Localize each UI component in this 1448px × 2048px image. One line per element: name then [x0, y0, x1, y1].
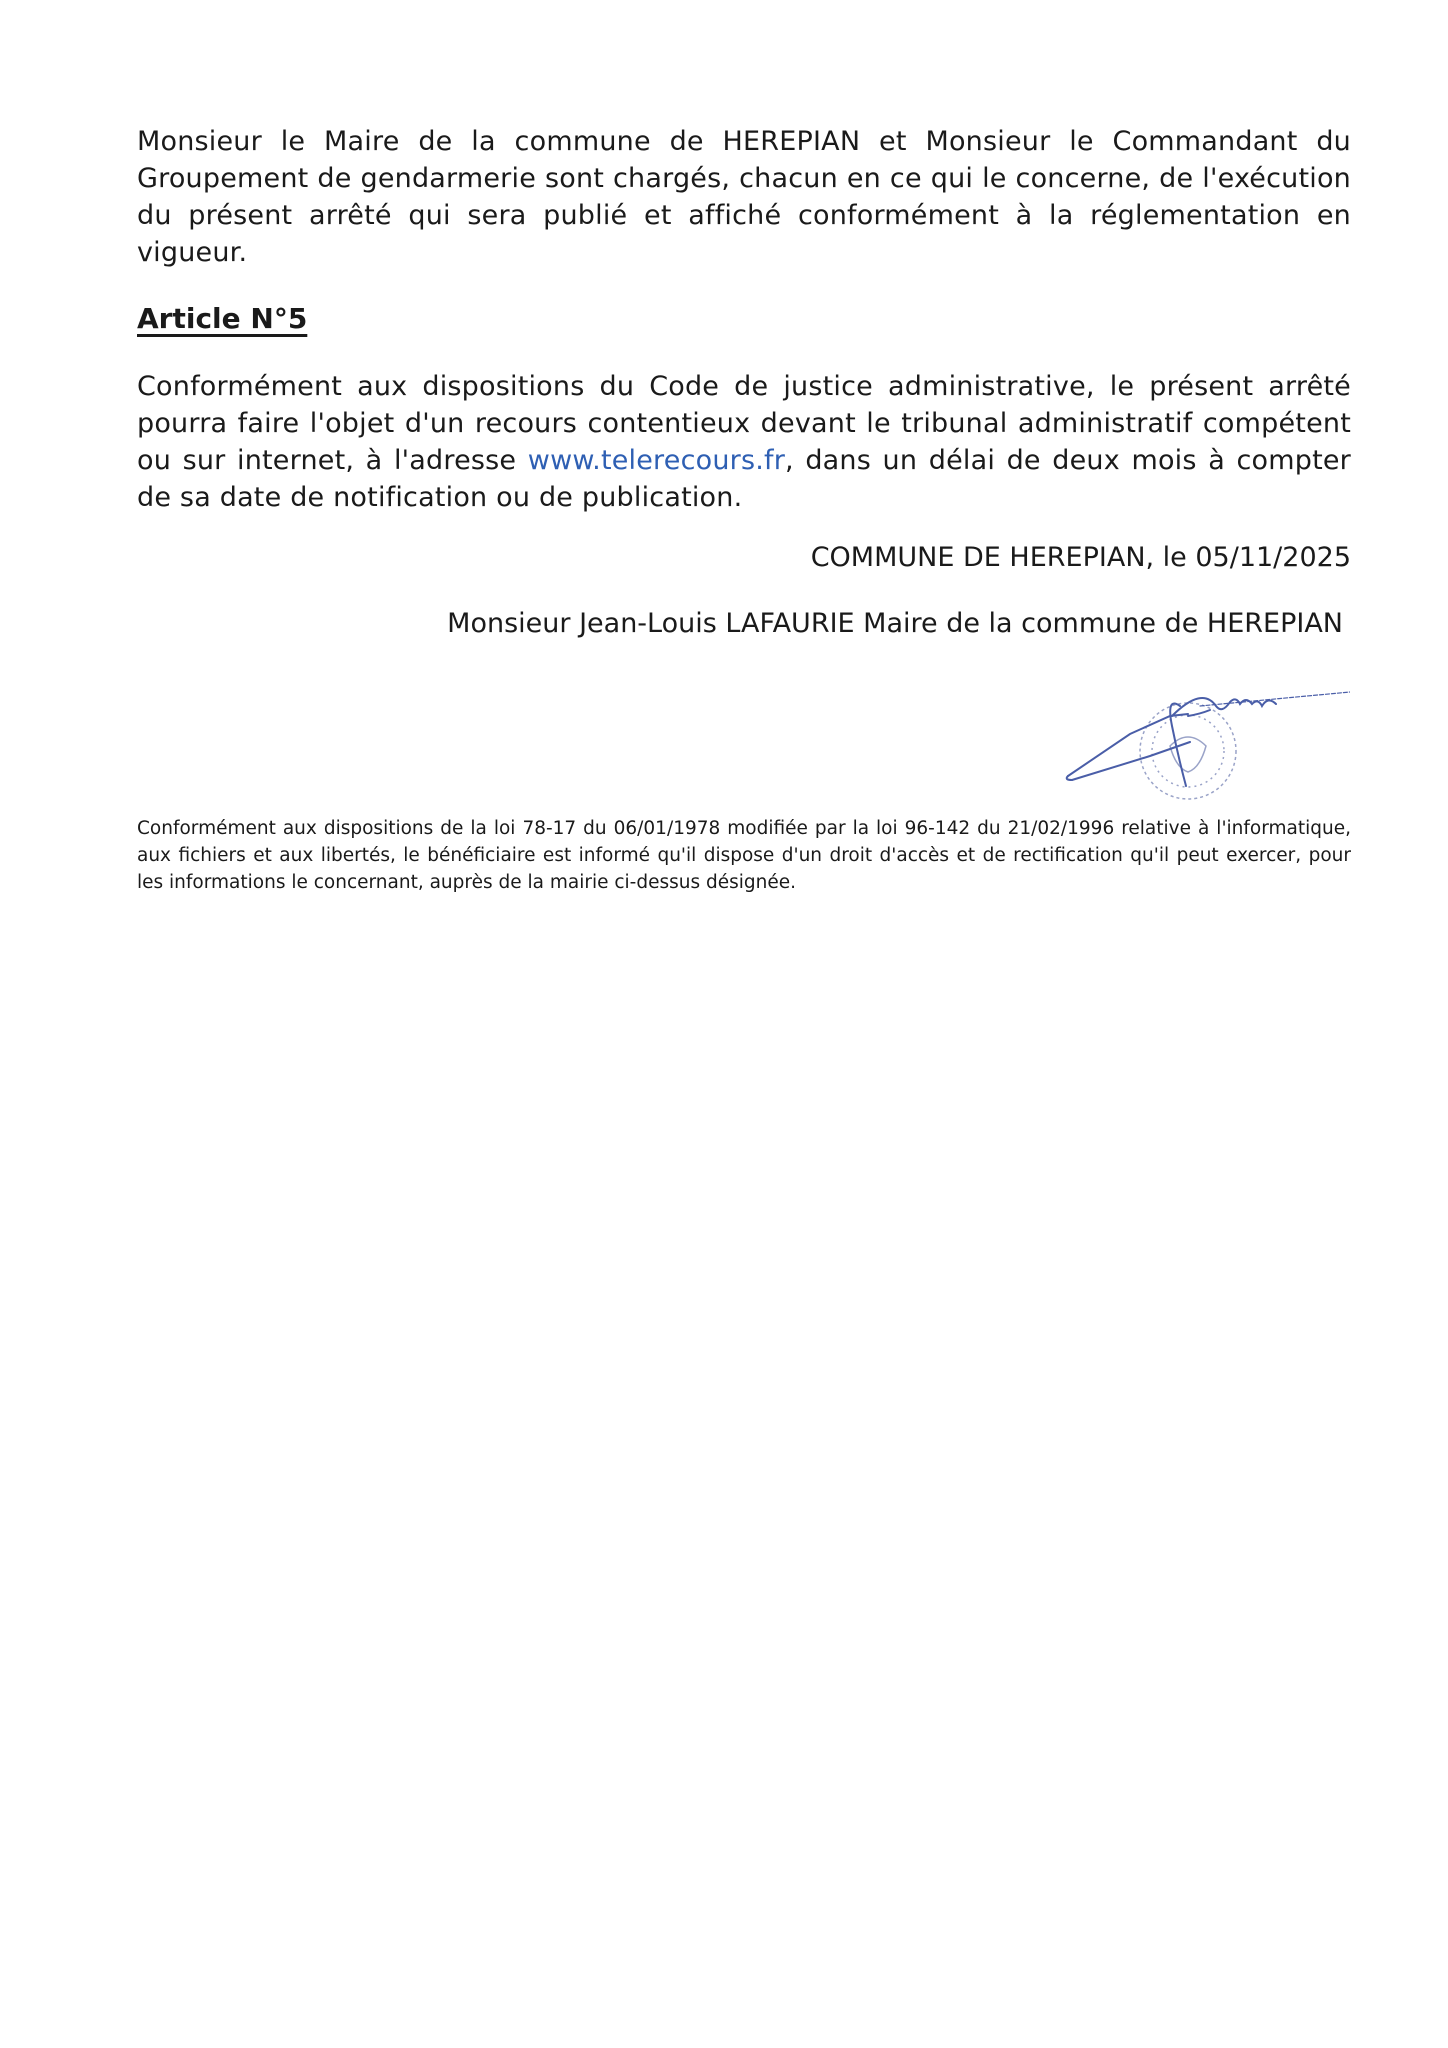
date-line: COMMUNE DE HEREPIAN, le 05/11/2025	[810, 542, 1351, 573]
execution-paragraph: Monsieur le Maire de la commune de HEREPIAN et Monsieur le Commandant du Groupement de gendarmerie sont chargés, chacun en ce qui le concerne, de l'exécution du présent arrêté qui sera publié et affiché conformément à la réglementation en vigueur.	[137, 126, 1351, 268]
official-stamp-icon	[1140, 703, 1236, 799]
mayor-signature-icon	[1060, 676, 1350, 806]
article-title: Article N°5	[137, 302, 308, 335]
recours-text-after-link: , dans un délai de deux mois à compter de sa date de notification ou de publication.	[137, 445, 1351, 513]
telerecours-link[interactable]: www.telerecours.fr	[527, 445, 786, 476]
recours-paragraph	[137, 368, 1351, 516]
data-protection-footer: Conformément aux dispositions de la loi 78-17 du 06/01/1978 modifiée par la loi 96-142 du 21/02/1996 relative à l'informatique, aux fichiers et aux libertés, le bénéficiaire est informé qu'il dispose d'un droit d'accès et de rectification qu'il peut exercer, pour les informations le concernant, auprès de la mairie ci-dessus désignée.	[137, 818, 1351, 893]
mayor-signature-line: Monsieur Jean-Louis LAFAURIE Maire de la commune de HEREPIAN	[447, 608, 1343, 639]
recours-text-before-link: Conformément aux dispositions du Code de justice administrative, le présent arrêté pourra faire l'objet d'un recours contentieux devant le tribunal administratif compétent ou sur internet, à l'adresse	[137, 371, 1351, 476]
